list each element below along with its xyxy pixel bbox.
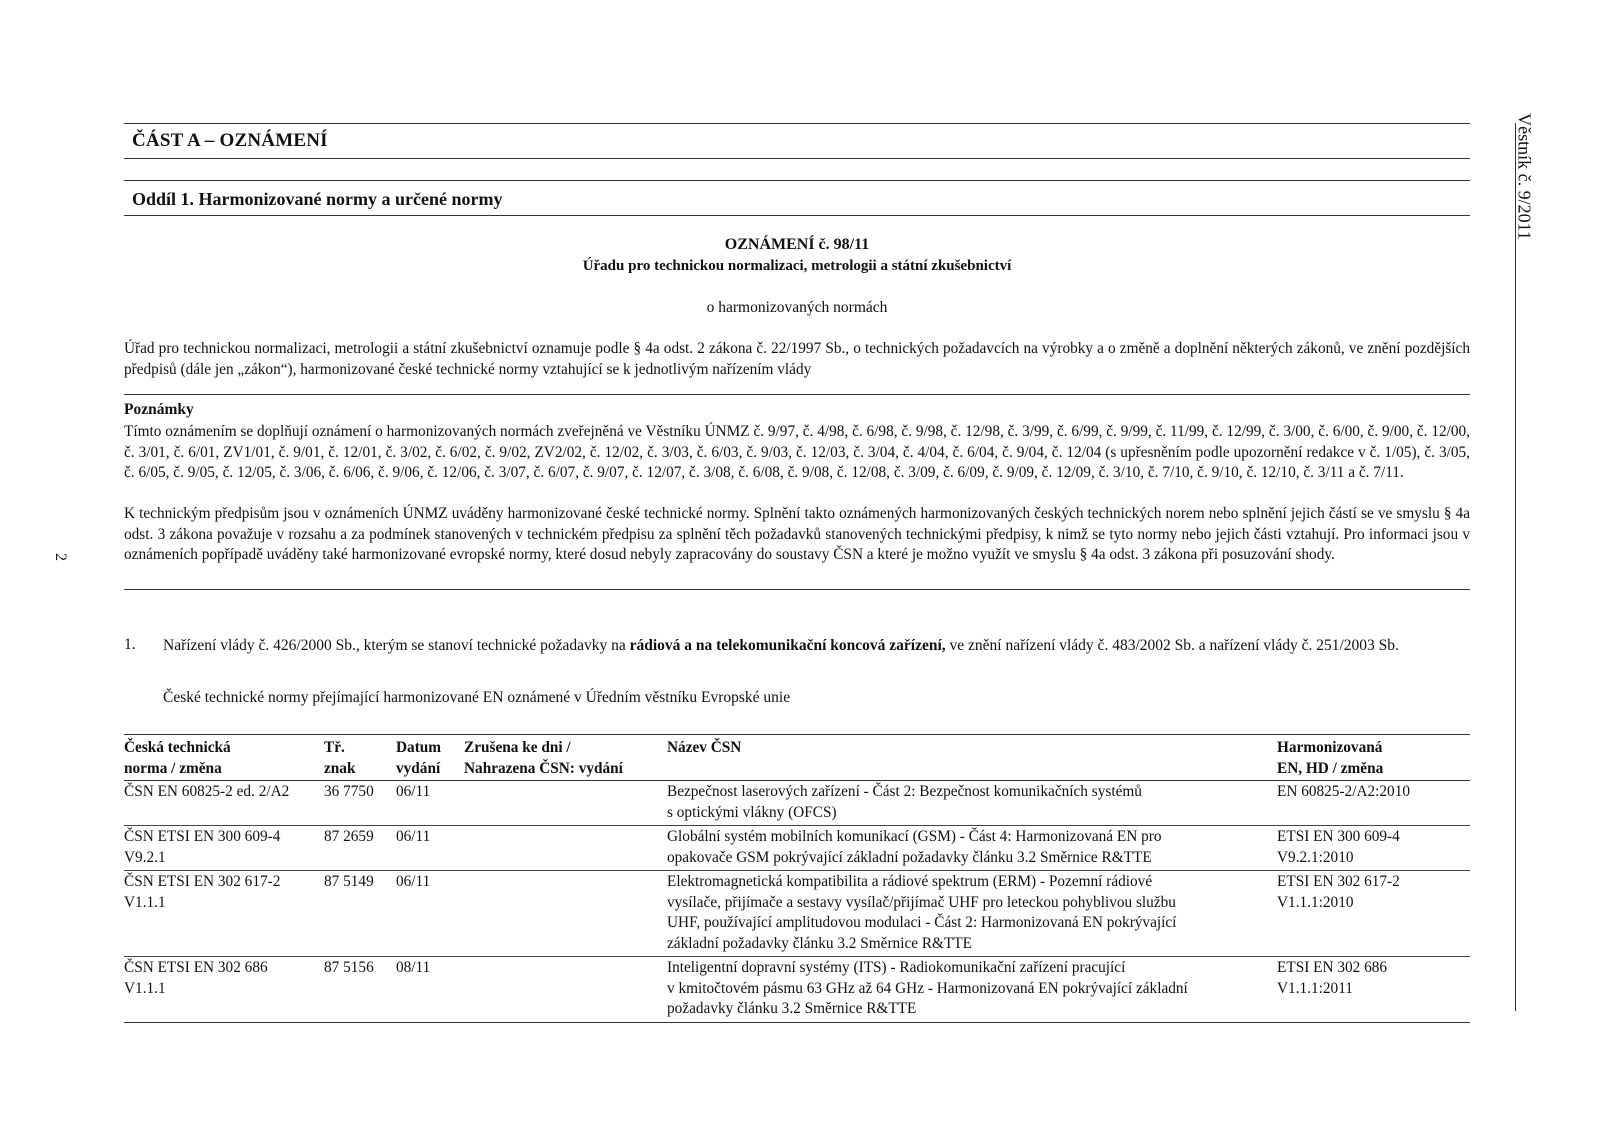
column-header: Zrušena ke dni / Nahrazena ČSN: vydání <box>464 735 667 781</box>
item-text-part: ve znění nařízení vlády č. 483/2002 Sb. a nařízení vlády č. 251/2003 Sb. <box>945 637 1399 654</box>
rule <box>124 394 1470 395</box>
cell-class: 87 5156 <box>324 957 396 1023</box>
cell-cancelled <box>464 871 667 957</box>
column-header: Tř. znak <box>324 735 396 781</box>
rule-top <box>124 123 1470 124</box>
cell-cancelled <box>464 781 667 826</box>
notice-number: OZNÁMENÍ č. 98/11 <box>724 236 870 253</box>
column-header: Harmonizovaná EN, HD / změna <box>1277 735 1470 781</box>
item-subtitle: České technické normy přejímající harmonizované EN oznámené v Úředním věstníku Evropské unie <box>163 689 791 706</box>
cell-date: 06/11 <box>396 826 464 871</box>
notes-paragraph: Tímto oznámením se doplňují oznámení o harmonizovaných normách zveřejněná ve Věstníku ÚNMZ č. 9/97, č. 4/98, č. 6/98, č. 9/98, č. 12/98, č. 3/99, č. 6/99, č. 9/99, č. 11/99, č. 12/99, č. 3/00, č. 6/00, č. 9/00, č. 12/00, č. 3/01, č. 6/01, ZV1/01, č. 9/01, č. 12/01, č. 3/02, č. 6/02, č. 9/02, ZV2/02, č. 12/02, č. 3/03, č. 6/03, č. 9/03, č. 12/03, č. 3/04, č. 4/04, č. 6/04, č. 9/04, č. 12/04 (s upřesněním podle upozornění redakce v č. 1/05), č. 3/05, č. 6/05, č. 9/05, č. 12/05, č. 3/06, č. 6/06, č. 9/06, č. 12/06, č. 3/07, č. 6/07, č. 9/07, č. 12/07, č. 3/08, č. 6/08, č. 9/08, č. 12/08, č. 3/09, č. 6/09, č. 9/09, č. 12/09, č. 3/10, č. 7/10, č. 9/10, č. 12/10, č. 3/11 a č. 7/11. <box>124 423 1470 481</box>
table-row <box>124 871 1470 957</box>
notes-paragraph: K technickým předpisům jsou v oznámeních ÚNMZ uváděny harmonizované české technické normy. Splnění takto oznámených harmonizovaných českých technických norem nebo splnění jejich částí se ve smyslu § 4a odst. 3 zákona považuje v rozsahu a za podmínek stanovených v technickém předpisu za splnění těch požadavků stanovených technickými předpisy, k nimž se tyto normy nebo jejich části vztahují. Pro informaci jsou v oznámeních popřípadě uváděny také harmonizované evropské normy, které dosud nebyly zapracovány do soustavy ČSN a které je možno využít ve smyslu § 4a odst. 3 zákona při posuzování shody. <box>124 505 1470 563</box>
rule <box>124 180 1470 181</box>
cell-class: 36 7750 <box>324 783 374 800</box>
cell-title: Elektromagnetická kompatibilita a rádiové spektrum (ERM) - Pozemní rádiové vysílače, přijímače a sestavy vysílač/přijímač UHF pro leteckou pohyblivou službu UHF, používající amplitudovou modulaci - Část 2: Harmonizovaná EN pokrývající základní požadavky článku 3.2 Směrnice R&TTE <box>667 871 1277 957</box>
rule <box>124 215 1470 216</box>
cell-harmonized: ETSI EN 300 609-4 V9.2.1:2010 <box>1277 826 1470 871</box>
item-number: 1. <box>124 636 136 653</box>
cell-cancelled <box>464 957 667 1023</box>
table-row <box>124 826 1470 871</box>
cell-harmonized: EN 60825-2/A2:2010 <box>1277 783 1410 800</box>
notice-subject: o harmonizovaných normách <box>706 299 888 316</box>
cell-norm: ČSN ETSI EN 302 686 V1.1.1 <box>124 957 324 1023</box>
cell-title: Bezpečnost laserových zařízení - Část 2: Bezpečnost komunikačních systémů s optickými vlákny (OFCS) <box>667 783 1142 821</box>
cell-date: 06/11 <box>396 783 431 800</box>
column-header: Název ČSN <box>667 735 1277 781</box>
table-header-row <box>124 735 1470 781</box>
item-text <box>163 636 1469 657</box>
rule <box>124 589 1470 590</box>
table-row <box>124 957 1470 1023</box>
norms-table <box>124 734 1470 1023</box>
cell-title: Globální systém mobilních komunikací (GSM) - Část 4: Harmonizovaná EN pro opakovače GSM pokrývající základní požadavky článku 3.2 Směrnice R&TTE <box>667 826 1277 871</box>
rule <box>124 158 1470 159</box>
intro-paragraph: Úřad pro technickou normalizaci, metrologii a státní zkušebnictví oznamuje podle § 4a odst. 2 zákona č. 22/1997 Sb., o technických požadavcích na výrobky a o změně a doplnění některých zákonů, ve znění pozdějších předpisů (dále jen „zákon“), harmonizované české technické normy vztahující se k jednotlivým nařízením vlády <box>124 340 1470 378</box>
item-text-part: Nařízení vlády č. 426/2000 Sb., kterým se stanoví technické požadavky na <box>163 637 630 654</box>
cell-norm: ČSN ETSI EN 302 617-2 V1.1.1 <box>124 871 324 957</box>
cell-title: Inteligentní dopravní systémy (ITS) - Radiokomunikační zařízení pracující v kmitočtovém pásmu 63 GHz až 64 GHz - Harmonizovaná EN pokrývající základní požadavky článku 3.2 Směrnice R&TTE <box>667 957 1277 1023</box>
column-header: Česká technická norma / změna <box>124 735 324 781</box>
part-title: ČÁST A – OZNÁMENÍ <box>132 130 328 151</box>
cell-norm: ČSN ETSI EN 300 609-4 V9.2.1 <box>124 826 324 871</box>
journal-label: Věstník č. 9/2011 <box>1514 113 1535 240</box>
notice-office: Úřadu pro technickou normalizaci, metrologii a státní zkušebnictví <box>582 258 1012 274</box>
cell-cancelled <box>464 826 667 871</box>
cell-date: 06/11 <box>396 871 464 957</box>
cell-norm: ČSN EN 60825-2 ed. 2/A2 <box>124 783 290 800</box>
side-rule <box>1515 123 1516 1011</box>
column-header: Datum vydání <box>396 735 464 781</box>
cell-harmonized: ETSI EN 302 617-2 V1.1.1:2010 <box>1277 871 1470 957</box>
table-row <box>124 781 1470 826</box>
cell-date: 08/11 <box>396 957 464 1023</box>
page-number: 2 <box>52 553 69 561</box>
cell-class: 87 2659 <box>324 826 396 871</box>
item-text-bold: rádiová a na telekomunikační koncová zařízení, <box>629 637 946 654</box>
notes-heading: Poznámky <box>124 401 194 418</box>
cell-harmonized: ETSI EN 302 686 V1.1.1:2011 <box>1277 957 1470 1023</box>
section-title: Oddíl 1. Harmonizované normy a určené normy <box>132 189 503 209</box>
cell-class: 87 5149 <box>324 871 396 957</box>
